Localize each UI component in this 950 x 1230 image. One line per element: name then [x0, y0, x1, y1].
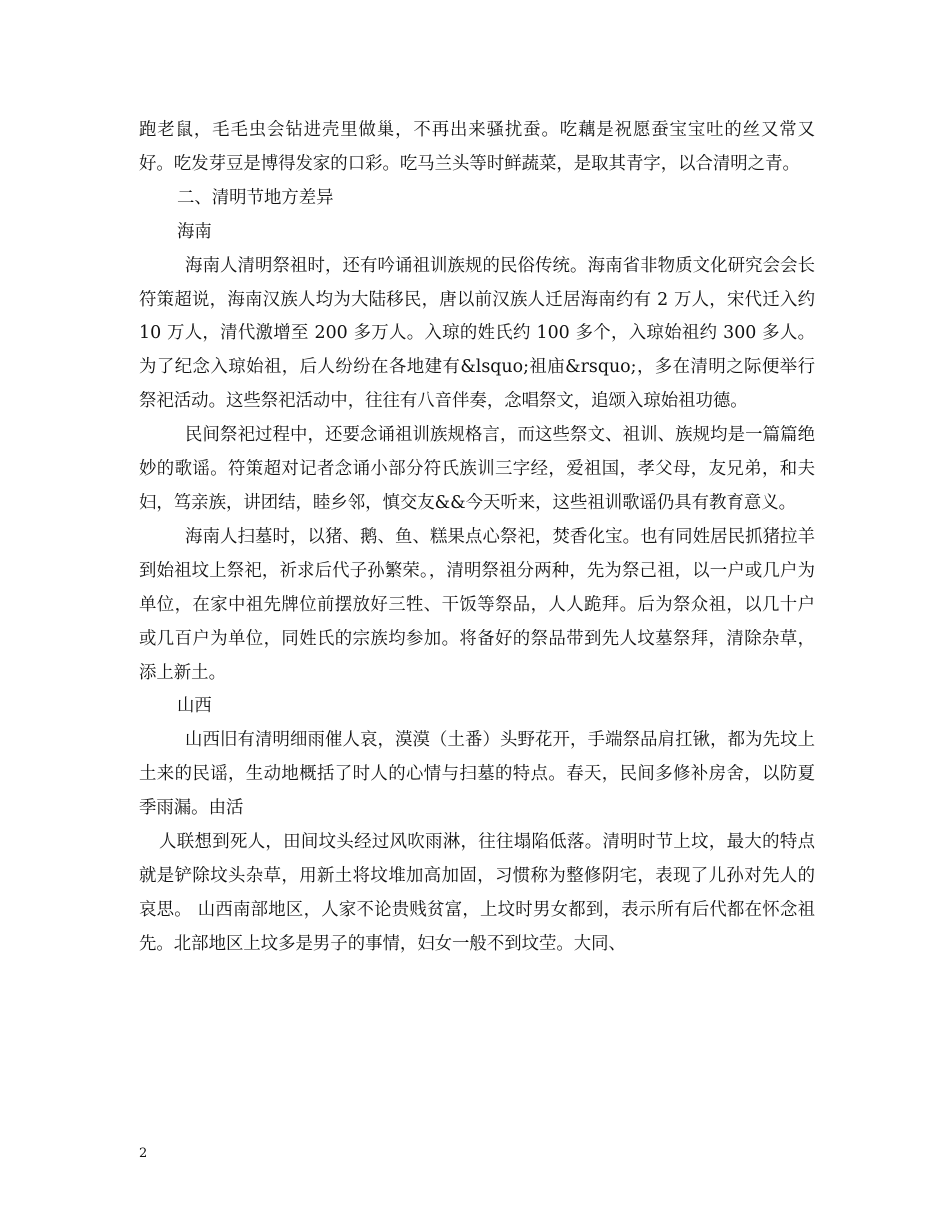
document-body — [139, 114, 815, 962]
section-heading: 二、清明节地方差异 — [177, 187, 334, 208]
paragraph-hainan-songs: 民间祭祀过程中，还要念诵祖训族规格言，而这些祭文、祖训、族规均是一篇篇绝妙的歌谣。符策超对记者念诵小部分符氏族训三字经，爱祖国，孝父母，友兄弟，和夫妇，笃亲族，讲团结，睦乡邻，慎交友&&今天听来，这些祖训歌谣仍具有教育意义。 — [139, 425, 815, 513]
paragraph-hainan-tomb: 海南人扫墓时，以猪、鹅、鱼、糕果点心祭祀，焚香化宝。也有同姓居民抓猪拉羊到始祖坟上祭祀，祈求后代子孙繁荣。，清明祭祖分两种，先为祭己祖，以一户或几户为单位，在家中祖先牌位前摆放好三牲、干饭等祭品，人人跪拜。后为祭众祖，以几十户或几百户为单位，同姓氏的宗族均参加。将备好的祭品带到先人坟墓祭拜，清除杂草，添上新土。 — [139, 526, 815, 683]
subheading-hainan: 海南 — [177, 221, 212, 242]
paragraph-hainan-intro: 海南人清明祭祖时，还有吟诵祖训族规的民俗传统。海南省非物质文化研究会会长符策超说，海南汉族人均为大陆移民，唐以前汉族人迁居海南约有 2 万人，宋代迁入约 10 万人，清代激增至 200 多万人。入琼的姓氏约 100 多个，入琼始祖约 300 多人。为了纪念入琼始祖，后人纷纷在各地建有&lsquo;祖庙&rsquo;，多在清明之际便举行祭祀活动。这些祭祀活动中，往往有八音伴奏，念唱祭文，追颂入琼始祖功德。 — [139, 255, 815, 412]
paragraph-silkworm-customs: 跑老鼠，毛毛虫会钻进壳里做巢，不再出来骚扰蚕。吃藕是祝愿蚕宝宝吐的丝又常又好。吃发芽豆是博得发家的口彩。吃马兰头等时鲜蔬菜，是取其青字，以合清明之青。 — [139, 120, 815, 174]
subheading-shanxi: 山西 — [177, 696, 212, 717]
page-number: 2 — [139, 1146, 148, 1161]
paragraph-shanxi-intro: 山西旧有清明细雨催人哀，漠漠（土番）头野花开，手端祭品肩扛锹，都为先坟上土来的民谣，生动地概括了时人的心情与扫墓的特点。春天，民间多修补房舍，以防夏季雨漏。由活 — [139, 730, 815, 819]
paragraph-shanxi-tomb: 人联想到死人，田间坟头经过风吹雨淋，往往塌陷低落。清明时节上坟，最大的特点就是铲除坟头杂草，用新土将坟堆加高加固，习惯称为整修阴宅，表现了儿孙对先人的哀思。 山西南部地区，人家不论贵贱贫富，上坟时男女都到，表示所有后代都在怀念祖先。北部地区上坟多是男子的事情，妇女一般不到坟茔。大同、 — [139, 832, 815, 954]
